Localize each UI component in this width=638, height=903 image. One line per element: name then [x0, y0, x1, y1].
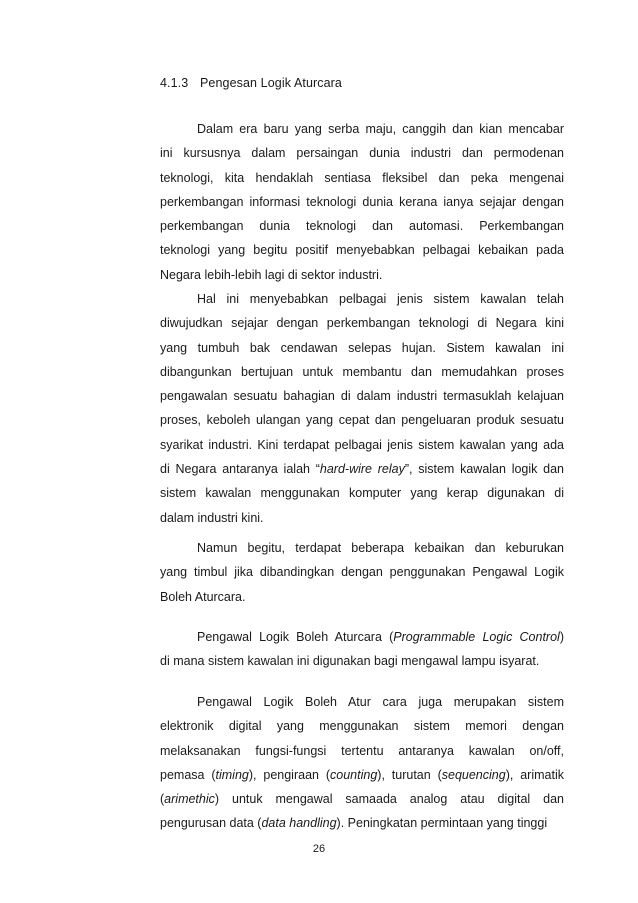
italic-term: hard-wire relay — [319, 462, 405, 477]
paragraph-era-baru — [160, 117, 564, 287]
text-run: teknologi, kita hendaklah sentiasa fleksibel dan peka mengenai — [160, 170, 564, 185]
text-line — [160, 141, 564, 165]
text-run: teknologi yang begitu positif menyebabkan pelbagai kebaikan pada — [160, 243, 564, 258]
text-run: ), turutan ( — [377, 767, 442, 782]
text-run: diwujudkan sejajar dengan perkembangan teknologi di Negara kini — [160, 316, 564, 331]
italic-term: arimethic — [164, 792, 215, 807]
text-line — [160, 625, 564, 649]
text-line — [160, 787, 564, 811]
paragraph-sistem-kawalan — [160, 287, 564, 530]
text-line — [160, 408, 564, 432]
text-line — [160, 481, 564, 505]
text-line — [160, 360, 564, 384]
text-line — [160, 263, 564, 287]
text-run: ) untuk mengawal samaada analog atau digital dan — [214, 792, 564, 807]
text-line — [160, 457, 564, 481]
text-line — [160, 311, 564, 335]
text-line — [160, 506, 564, 530]
text-run: ”, sistem kawalan logik dan — [404, 462, 565, 477]
text-run: syarikat industri. Kini terdapat pelbagai jenis sistem kawalan yang ada — [160, 437, 564, 452]
text-run: ), arimatik — [505, 767, 564, 782]
italic-term: counting — [330, 767, 378, 782]
text-run: Dalam era baru yang serba maju, canggih dan kian mencabar — [197, 122, 564, 136]
text-line — [160, 585, 564, 609]
text-line — [160, 560, 564, 584]
section-heading — [160, 76, 342, 90]
text-line — [160, 166, 564, 190]
paragraph-plc-lampu-isyarat — [160, 625, 564, 674]
text-run: perkembangan dunia teknologi dan automasi. Perkembangan — [160, 219, 564, 234]
text-run: elektronik digital yang menggunakan sistem memori dengan — [160, 719, 564, 734]
text-run: proses, keboleh ulangan yang cepat dan pengeluaran produk sesuatu — [160, 413, 564, 428]
text-line — [160, 214, 564, 238]
text-line — [160, 117, 564, 141]
text-run: ini kursusnya dalam persaingan dunia industri dan permodenan — [160, 146, 564, 161]
text-line — [160, 384, 564, 408]
text-run: pemasa ( — [160, 767, 216, 782]
text-run: di Negara antaranya ialah “ — [160, 462, 320, 477]
paragraph-kebaikan-keburukan — [160, 536, 564, 609]
text-line — [160, 739, 564, 763]
text-line — [160, 238, 564, 262]
text-run: Boleh Aturcara. — [160, 589, 246, 604]
text-line — [160, 433, 564, 457]
text-line — [160, 690, 564, 714]
text-run: ) — [559, 630, 564, 644]
text-line — [160, 336, 564, 360]
text-line — [160, 536, 564, 560]
italic-term: data handling — [261, 816, 337, 831]
italic-term: timing — [215, 767, 249, 782]
text-run: di mana sistem kawalan ini digunakan bagi mengawal lampu isyarat. — [160, 654, 540, 669]
text-run: Hal ini menyebabkan pelbagai jenis sistem kawalan telah — [197, 292, 564, 306]
text-run: Pengawal Logik Boleh Aturcara ( — [197, 630, 394, 644]
text-run: Namun begitu, terdapat beberapa kebaikan dan keburukan — [197, 541, 564, 555]
section-number: 4.1.3 — [160, 76, 189, 90]
text-run: ), pengiraan ( — [248, 767, 331, 782]
text-run: dalam industri kini. — [160, 510, 264, 525]
text-run: ( — [160, 792, 165, 807]
page-number: 26 — [312, 843, 326, 855]
paragraph-plc-elektronik — [160, 690, 564, 836]
text-run: sistem kawalan menggunakan komputer yang kerap digunakan di — [160, 486, 564, 501]
text-line — [160, 287, 564, 311]
text-line — [160, 190, 564, 214]
text-run: melaksanakan fungsi-fungsi tertentu antaranya kawalan on/off, — [160, 743, 564, 758]
text-run: yang timbul jika dibandingkan dengan penggunakan Pengawal Logik — [160, 565, 564, 580]
text-run: Negara lebih-lebih lagi di sektor industri. — [160, 267, 383, 282]
text-run: yang tumbuh bak cendawan selepas hujan. Sistem kawalan ini — [160, 340, 564, 355]
text-run: perkembangan informasi teknologi dunia kerana ianya sejajar dengan — [160, 194, 564, 209]
text-line — [160, 714, 564, 738]
section-title: Pengesan Logik Aturcara — [200, 76, 342, 90]
text-line — [160, 811, 564, 835]
text-line — [160, 763, 564, 787]
text-run: pengawalan sesuatu bahagian di dalam industri termasuklah kelajuan — [160, 389, 564, 404]
italic-term: sequencing — [441, 767, 506, 782]
text-run: Pengawal Logik Boleh Atur cara juga merupakan sistem — [197, 695, 564, 709]
text-run: dibangunkan bertujuan untuk membantu dan memudahkan proses — [160, 364, 564, 379]
text-run: ). Peningkatan permintaan yang tinggi — [336, 816, 548, 831]
text-line — [160, 649, 564, 673]
text-run: pengurusan data ( — [160, 816, 262, 831]
italic-term: Programmable Logic Control — [393, 630, 560, 644]
